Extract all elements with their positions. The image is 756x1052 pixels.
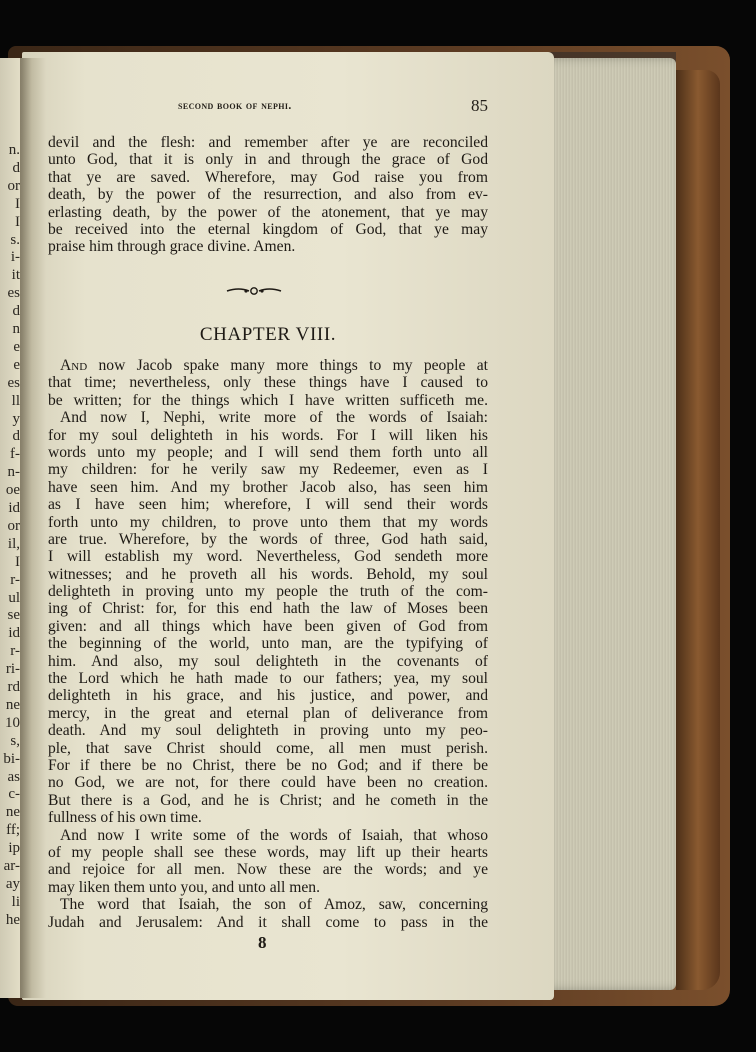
facing-page-fragment: I xyxy=(15,553,20,570)
text-line: But there is a God, and he is Christ; and he cometh in the xyxy=(48,791,488,809)
text-line: unto God, that it is only in and through the grace of God xyxy=(48,151,488,169)
text-line: delighteth in his grace, and his justice, and power, and xyxy=(48,687,488,705)
facing-page-fragment: d xyxy=(12,428,20,445)
facing-page-fragment: ul xyxy=(8,589,20,606)
facing-page-fragment: as xyxy=(7,768,20,785)
facing-page-fragment: es xyxy=(7,285,20,302)
text-line: fullness of his own time. xyxy=(48,809,202,827)
text-line: be written; for the things which I have written sufficeth me. xyxy=(48,391,488,409)
text-line: words unto my people; and I will send them forth unto all xyxy=(48,443,488,461)
text-line: that time; nevertheless, only these things have I caused to xyxy=(48,374,488,392)
text-line: death, by the power of the resurrection, and also from ev- xyxy=(48,186,488,204)
facing-page-fragment: ff; xyxy=(6,822,20,839)
text-line: that ye are saved. Wherefore, may God raise you from xyxy=(48,168,488,186)
facing-page-fragment: id xyxy=(8,500,20,516)
text-line: ple, that save Christ should come, all men must perish. xyxy=(48,739,488,757)
gutter-shadow xyxy=(20,58,46,998)
facing-page-fragment: d xyxy=(12,303,20,320)
text-line: for my soul delighteth in his words. For I will liken his xyxy=(48,426,488,444)
facing-page-fragment: ne xyxy=(5,804,20,821)
text-line: him. And also, my soul delighteth in the covenants of xyxy=(48,652,488,670)
text-line: devil and the flesh: and remember after ye are reconciled xyxy=(48,134,488,151)
facing-page-fragment: it xyxy=(11,267,20,284)
text-line-content: now Jacob spake many more things to my people at xyxy=(98,357,488,374)
facing-page-fragment: ay xyxy=(5,875,20,892)
facing-page-fragment: s. xyxy=(10,231,20,248)
facing-page-fragment: se xyxy=(7,607,20,624)
facing-page-fragment: s, xyxy=(10,732,20,749)
facing-page-fragment: e xyxy=(13,338,20,355)
text-line: And now I write some of the words of Isaiah, that whoso xyxy=(60,826,488,844)
facing-page-fragment: n. xyxy=(8,142,20,158)
facing-page-fragment: I xyxy=(15,195,20,212)
facing-page-fragment: or xyxy=(7,517,20,534)
text-line: be received into the eternal kingdom of God, that ye may xyxy=(48,220,488,238)
facing-page-fragment: ri- xyxy=(5,661,20,678)
facing-page-fragment: 10 xyxy=(5,714,20,731)
text-line: the beginning of the world, unto man, are the typifying of xyxy=(48,635,488,653)
text-line: may liken them unto you, and unto all men. xyxy=(48,878,320,896)
facing-page-fragment: ar- xyxy=(3,858,20,874)
facing-page-fragment: n- xyxy=(7,464,20,481)
facing-page-fragment: r- xyxy=(10,571,20,588)
text-line: are true. Wherefore, by the words of three, God hath said, xyxy=(48,530,488,548)
text-line: the Lord which he hath made to our fathers; yea, my soul xyxy=(48,670,488,688)
facing-page-fragment: ip xyxy=(8,840,20,857)
facing-page-fragment: f- xyxy=(10,446,20,463)
facing-page-fragment: oe xyxy=(5,482,20,499)
text-line: as I have seen him; wherefore, I will send their words xyxy=(48,496,488,514)
facing-page-fragment: ll xyxy=(11,392,20,409)
facing-page-fragment: r- xyxy=(10,643,20,660)
page-block-edge xyxy=(540,58,676,990)
text-line: erlasting death, by the power of the atonement, that ye may xyxy=(48,203,488,221)
facing-page-fragment: i- xyxy=(10,249,20,266)
facing-page-fragment: or xyxy=(7,177,20,194)
text-line: I will establish my word. Nevertheless, God sendeth more xyxy=(48,548,488,566)
text-line: mercy, in the great and eternal plan of deliverance from xyxy=(48,704,488,722)
running-head: second book of nephi. xyxy=(178,100,292,112)
top-paragraph xyxy=(48,134,488,256)
text-line: my children: for he verily saw my Redeemer, even as I xyxy=(48,461,488,479)
text-line: of my people shall see these words, may lift up their hearts xyxy=(48,843,488,861)
text-line: and rejoice for all men. Now these are the words; and ye xyxy=(48,861,488,879)
facing-page-fragment: c- xyxy=(8,786,20,803)
opening-word: And xyxy=(60,357,88,374)
text-line: death. And my soul delighteth in proving unto my peo- xyxy=(48,722,488,740)
text-line: ing of Christ: for, for this end hath the law of Moses been xyxy=(48,600,488,618)
facing-page-fragment: bi- xyxy=(3,750,20,767)
text-line: forth unto my children, to prove unto them that my words xyxy=(48,513,488,531)
text-line: delighteth in proving unto my people the truth of the com- xyxy=(48,583,488,601)
text-line xyxy=(48,357,488,374)
facing-page-fragment: il, xyxy=(7,535,20,552)
text-line: The word that Isaiah, the son of Amoz, saw, concerning xyxy=(60,896,488,914)
text-line: Judah and Jerusalem: And it shall come to pass in the xyxy=(48,913,488,931)
facing-page-fragment: y xyxy=(12,410,20,427)
facing-page-fragment: ne xyxy=(5,696,20,713)
chapter-heading: CHAPTER VIII. xyxy=(199,324,337,345)
page-header xyxy=(48,96,488,116)
text-line: witnesses; and he proveth all his words. Behold, my soul xyxy=(48,565,488,583)
facing-page-fragment: he xyxy=(5,911,20,928)
text-line: no God, we are not, for there could have been no creation. xyxy=(48,774,488,792)
facing-page-fragment: e xyxy=(13,356,20,373)
text-line: have seen him. And my brother Jacob also, has seen him xyxy=(48,478,488,496)
facing-page-fragment: es xyxy=(7,374,20,391)
page-number: 85 xyxy=(471,96,488,115)
text-line: given: and all things which have been given of God from xyxy=(48,617,488,635)
facing-page-fragment: li xyxy=(11,893,20,910)
text-line: praise him through grace divine. Amen. xyxy=(48,238,296,256)
facing-page-fragment: id xyxy=(8,625,20,642)
signature-mark: 8 xyxy=(258,933,267,952)
text-line: For if there be no Christ, there be no God; and if there be xyxy=(48,756,488,774)
chapter-body xyxy=(48,357,488,931)
facing-page-text-fragments xyxy=(0,0,20,1052)
facing-page-fragment: rd xyxy=(7,679,20,695)
text-line: And now I, Nephi, write more of the words of Isaiah: xyxy=(60,409,488,427)
facing-page-fragment: d xyxy=(12,159,20,176)
book-spine-edge xyxy=(676,70,720,990)
facing-page-fragment: n xyxy=(12,321,20,337)
ornament-divider xyxy=(225,284,283,298)
facing-page-fragment: I xyxy=(15,213,20,230)
